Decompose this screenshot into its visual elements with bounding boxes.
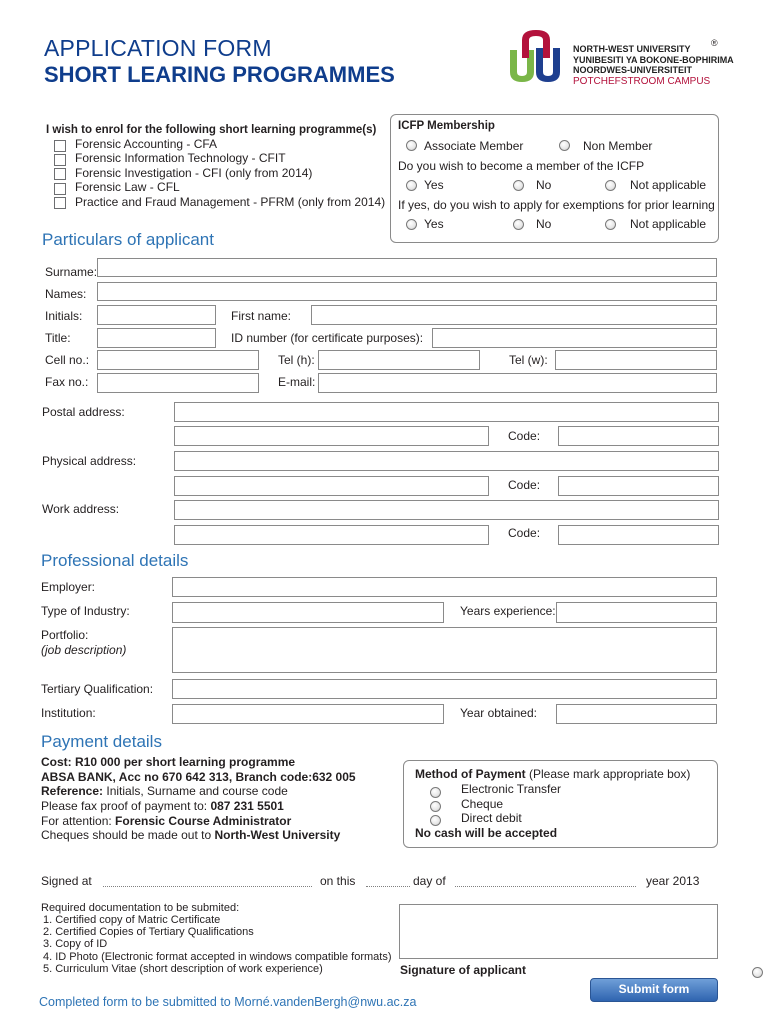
programme-checkbox-cfit[interactable]: [54, 154, 66, 166]
tertiary-label: Tertiary Qualification:: [41, 682, 154, 696]
physical-label: Physical address:: [42, 454, 137, 468]
tel-h-input[interactable]: [318, 350, 480, 370]
industry-input[interactable]: [172, 602, 444, 623]
programme-label: Practice and Fraud Management - PFRM (only from 2014): [75, 195, 386, 209]
membership-no-label: No: [536, 178, 552, 192]
exemption-na-radio[interactable]: [605, 219, 616, 230]
associate-label: Associate Member: [424, 139, 524, 153]
employer-input[interactable]: [172, 577, 717, 597]
names-input[interactable]: [97, 282, 717, 301]
year-label: year 2013: [646, 874, 700, 888]
payment-method-heading: [415, 767, 690, 781]
programme-label: Forensic Law - CFL: [75, 180, 180, 194]
doc-item: 4. ID Photo (Electronic format accepted in windows compatible formats): [43, 951, 392, 963]
enrol-heading: I wish to enrol for the following short learning programme(s): [46, 124, 377, 136]
exemption-no-radio[interactable]: [513, 219, 524, 230]
portfolio-input[interactable]: [172, 627, 717, 673]
email-label: E-mail:: [278, 375, 316, 389]
portfolio-label: Portfolio:: [41, 628, 89, 642]
exemption-yes-label: Yes: [424, 217, 444, 231]
year-obtained-label: Year obtained:: [460, 706, 537, 720]
method-debit-radio[interactable]: [430, 815, 441, 826]
doc-item: 2. Certified Copies of Tertiary Qualifications: [43, 926, 254, 938]
programme-label: Forensic Accounting - CFA: [75, 137, 218, 151]
work-label: Work address:: [42, 502, 120, 516]
month-line[interactable]: [455, 886, 636, 887]
surname-label: Surname:: [45, 265, 98, 279]
doc-item: 5. Curriculum Vitae (short description of work experience): [43, 963, 323, 975]
fax-proof-label: Please fax proof of payment to:: [41, 799, 211, 813]
membership-na-label: Not applicable: [630, 178, 707, 192]
programme-label: Forensic Investigation - CFI (only from 2014): [75, 166, 313, 180]
method-label: Method of Payment: [415, 767, 526, 781]
associate-radio[interactable]: [406, 140, 417, 151]
years-input[interactable]: [556, 602, 717, 623]
submit-form-label: Submit form: [618, 982, 690, 996]
submit-note: Completed form to be submitted to Morné.vandenBergh@nwu.ac.za: [39, 995, 417, 1009]
doc-item: 1. Certified copy of Matric Certificate: [43, 914, 221, 926]
membership-na-radio[interactable]: [605, 180, 616, 191]
day-line[interactable]: [366, 886, 410, 887]
names-label: Names:: [45, 287, 87, 301]
fax-input[interactable]: [97, 373, 259, 393]
form-subtitle: SHORT LEARING PROGRAMMES: [44, 62, 395, 87]
membership-question: Do you wish to become a member of the ICFP: [398, 159, 645, 173]
payment-heading: Payment details: [41, 732, 162, 751]
membership-no-radio[interactable]: [513, 180, 524, 191]
institution-input[interactable]: [172, 704, 444, 724]
postal-input-1[interactable]: [174, 402, 719, 422]
tertiary-input[interactable]: [172, 679, 717, 699]
surname-input[interactable]: [97, 258, 717, 277]
payment-reference: [41, 784, 288, 798]
programme-checkbox-cfa[interactable]: [54, 140, 66, 152]
attention-value: Forensic Course Administrator: [115, 814, 292, 828]
tel-h-label: Tel (h):: [278, 353, 315, 367]
signature-box[interactable]: [399, 904, 718, 959]
cell-label: Cell no.:: [45, 353, 90, 367]
postal-code-input[interactable]: [558, 426, 719, 446]
programme-checkbox-cfl[interactable]: [54, 183, 66, 195]
university-name-tn: YUNIBESITI YA BOKONE-BOPHIRIMA: [573, 55, 734, 65]
professional-heading: Professional details: [41, 551, 189, 570]
campus-name: POTCHEFSTROOM CAMPUS: [573, 76, 711, 87]
id-number-label: ID number (for certificate purposes):: [231, 331, 424, 345]
day-of-label: day of: [413, 874, 446, 888]
reference-value: Initials, Surname and course code: [103, 784, 288, 798]
employer-label: Employer:: [41, 580, 96, 594]
on-this-label: on this: [320, 874, 356, 888]
non-member-label: Non Member: [583, 139, 653, 153]
exemption-yes-radio[interactable]: [406, 219, 417, 230]
first-name-label: First name:: [231, 309, 292, 323]
no-cash-note: No cash will be accepted: [415, 826, 558, 840]
scroll-marker-radio[interactable]: [752, 967, 763, 978]
years-label: Years experience:: [460, 604, 556, 618]
physical-input-1[interactable]: [174, 451, 719, 471]
method-note: (Please mark appropriate box): [525, 767, 691, 781]
id-number-input[interactable]: [432, 328, 717, 348]
tel-w-input[interactable]: [555, 350, 717, 370]
title-input[interactable]: [97, 328, 216, 348]
method-cheque-radio[interactable]: [430, 801, 441, 812]
job-description-label: (job description): [41, 643, 127, 657]
submit-form-button[interactable]: [590, 978, 718, 1002]
year-obtained-input[interactable]: [556, 704, 717, 724]
postal-label: Postal address:: [42, 405, 125, 419]
form-title: APPLICATION FORM: [44, 35, 272, 61]
membership-yes-radio[interactable]: [406, 180, 417, 191]
payment-bank: ABSA BANK, Acc no 670 642 313, Branch code:632 005: [41, 770, 356, 784]
doc-item: 3. Copy of ID: [43, 938, 108, 950]
cheques-value: North-West University: [214, 828, 341, 842]
cheques-label: Cheques should be made out to: [41, 828, 215, 842]
icfp-heading: ICFP Membership: [398, 120, 495, 132]
cell-input[interactable]: [97, 350, 259, 370]
exemption-no-label: No: [536, 217, 552, 231]
membership-yes-label: Yes: [424, 178, 444, 192]
postal-input-2[interactable]: [174, 426, 489, 446]
programme-checkbox-cfi[interactable]: [54, 168, 66, 180]
programme-label: Forensic Information Technology - CFIT: [75, 151, 286, 165]
physical-input-2[interactable]: [174, 476, 489, 496]
physical-code-input[interactable]: [558, 476, 719, 496]
university-name-af: NOORDWES-UNIVERSITEIT: [573, 65, 693, 75]
initials-label: Initials:: [45, 309, 83, 323]
work-code-input[interactable]: [558, 525, 719, 545]
fax-label: Fax no.:: [45, 375, 89, 389]
physical-code-label: Code:: [508, 478, 541, 492]
work-code-label: Code:: [508, 526, 541, 540]
fax-proof-number: 087 231 5501: [210, 799, 284, 813]
docs-heading: Required documentation to be submited:: [41, 902, 240, 914]
payment-fax: [41, 799, 284, 813]
method-debit-label: Direct debit: [461, 811, 522, 825]
university-name-en: NORTH-WEST UNIVERSITY: [573, 44, 691, 54]
signed-at-label: Signed at: [41, 874, 92, 888]
method-eft-label: Electronic Transfer: [461, 782, 562, 796]
industry-label: Type of Industry:: [41, 604, 130, 618]
programme-checkbox-pfrm[interactable]: [54, 197, 66, 209]
non-member-radio[interactable]: [559, 140, 570, 151]
work-input-1[interactable]: [174, 500, 719, 520]
particulars-heading: Particulars of applicant: [42, 230, 214, 249]
reference-label: Reference:: [41, 784, 104, 798]
method-cheque-label: Cheque: [461, 797, 504, 811]
institution-label: Institution:: [41, 706, 96, 720]
initials-input[interactable]: [97, 305, 216, 325]
exemption-question: If yes, do you wish to apply for exemptions for prior learning: [398, 198, 715, 212]
payment-cheques: [41, 828, 340, 842]
title-label: Title:: [45, 331, 71, 345]
work-input-2[interactable]: [174, 525, 489, 545]
method-eft-radio[interactable]: [430, 787, 441, 798]
attention-label: For attention:: [41, 814, 116, 828]
first-name-input[interactable]: [311, 305, 717, 325]
tel-w-label: Tel (w):: [509, 353, 548, 367]
exemption-na-label: Not applicable: [630, 217, 707, 231]
email-input[interactable]: [318, 373, 717, 393]
signature-label: Signature of applicant: [400, 963, 527, 977]
payment-attention: [41, 814, 291, 828]
payment-cost: Cost: R10 000 per short learning programme: [41, 755, 296, 769]
registered-mark: ®: [711, 38, 718, 48]
nwu-logo: [506, 28, 566, 84]
postal-code-label: Code:: [508, 429, 541, 443]
signed-at-line[interactable]: [103, 886, 312, 887]
